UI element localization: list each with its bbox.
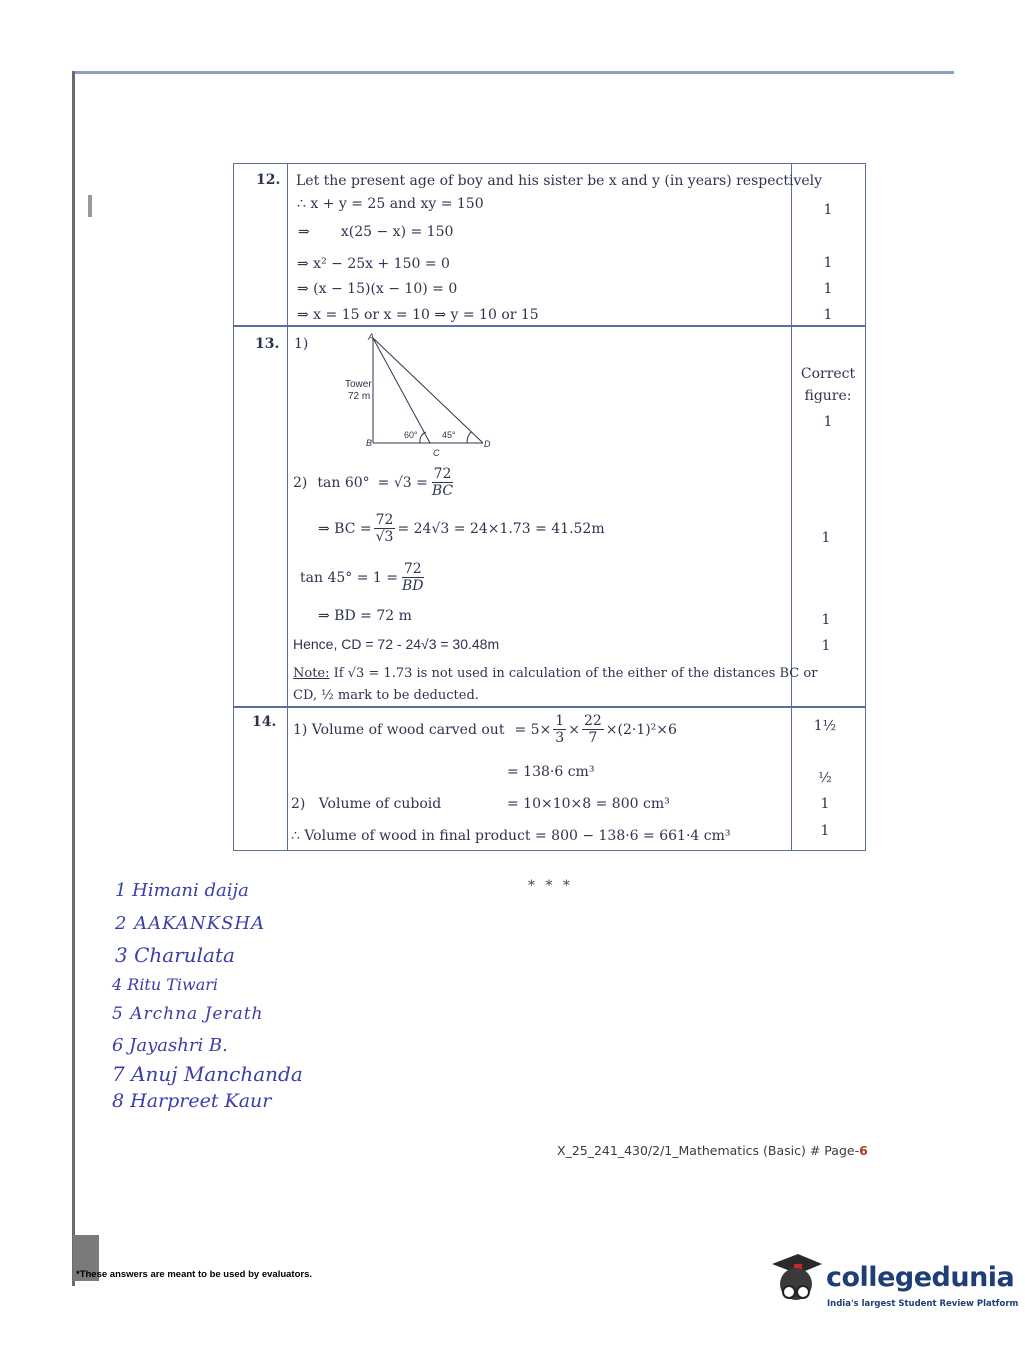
table-border [233,163,866,164]
mark: 1 [820,823,830,839]
mark: 1 [823,307,833,323]
figure-label: 45° [442,430,456,440]
figure-label: D [484,439,491,449]
equation-text: tan 45° = 1 = [300,569,398,586]
mark: ½ [818,770,832,786]
mark: 1 [821,530,831,546]
signature-line: 1 Himani daija [115,880,249,901]
brand-name: collegedunia [826,1262,1015,1293]
question-number: 14. [252,714,277,730]
figure-label: A [368,332,375,342]
answer-line: ⇒ x² − 25x + 150 = 0 [297,256,450,272]
note-label: Note: [293,666,330,681]
signature-line: 6 Jayashri B. [112,1035,228,1056]
signature-line: 5 Archna Jerath [112,1004,264,1024]
answer-line: ∴ x + y = 25 and xy = 150 [297,196,484,212]
equation-text: ×(2·1)²×6 [605,721,677,738]
page-footer [557,1143,868,1158]
fraction: $\frac{1}{3}$ [555,713,565,746]
footer-code: X_25_241_430/2/1_Mathematics (Basic) # Page- [557,1143,860,1158]
scan-mark [88,195,92,217]
mark-label: figure: [804,388,852,404]
figure-label: C [433,448,440,458]
row-divider [233,325,866,327]
answer-line: ⇒ (x − 15)(x − 10) = 0 [297,281,458,297]
figure-label: B [366,438,373,448]
mark: 1 [823,255,833,271]
table-border [865,163,866,851]
table-border [233,850,866,851]
equation-text: = 24√3 = 24×1.73 = 41.52m [397,520,605,537]
equation: = 10×10×8 = 800 cm³ [507,796,670,812]
page-left-edge [72,71,75,1286]
question-number: 13. [255,336,280,352]
equation: 2) Volume of cuboid [291,796,442,812]
fraction: $\frac{72}{√3}$ [375,512,394,545]
table-border [791,163,792,851]
table-border [233,163,234,851]
equation-text: 1) Volume of wood carved out [293,721,505,738]
evaluator-note: *These answers are meant to be used by evaluators. [76,1269,313,1280]
answer-line: ⇒ x = 15 or x = 10 ⇒ y = 10 or 15 [297,307,539,323]
equation: Hence, CD = 72 - 24√3 = 30.48m [293,636,500,652]
mark: 1 [823,281,833,297]
signature-line: 4 Ritu Tiwari [112,975,219,994]
table-border [287,163,288,851]
signature-line: 2 AAKANKSHA [115,913,266,934]
equation [318,512,605,545]
collegedunia-logo-icon [766,1250,826,1310]
answer-line: ⇒ x(25 − x) = 150 [298,224,454,240]
equation: ⇒ BD = 72 m [318,608,412,624]
equation: = 138·6 cm³ [507,764,595,780]
signature-line: 7 Anuj Manchanda [112,1062,303,1086]
mark: 1 [823,414,833,430]
row-divider [233,706,866,708]
equation [293,466,457,499]
mark: 1½ [813,718,837,734]
equation-text: = 5× [514,721,552,738]
end-separator: * * * [528,878,573,894]
mark: 1 [821,638,831,654]
equation-text: = √3 = [377,474,428,491]
part-label: 2) [293,474,308,491]
page-number: 6 [859,1143,868,1158]
note-text: If √3 = 1.73 is not used in calculation of the either of the distances BC or [333,666,818,681]
fraction: $\frac{72}{BD}$ [401,561,424,594]
note-text: CD, ½ mark to be deducted. [293,688,479,703]
page-top-edge [72,71,954,74]
figure-label: 72 m [348,391,371,402]
signature-line: 8 Harpreet Kaur [112,1090,272,1112]
figure-label: Tower [345,379,372,390]
equation-text: tan 60° [317,474,370,491]
equation-text: ⇒ BC = [318,520,372,537]
equation-text: × [568,721,580,738]
fraction: $\frac{22}{7}$ [583,713,602,746]
mark-label: Correct [800,366,856,382]
equation [293,713,677,746]
mark: 1 [820,796,830,812]
figure-label: 60° [404,430,418,440]
question-number: 12. [256,172,281,188]
part-label: 1) [294,336,309,352]
signature-line: 3 Charulata [115,943,235,967]
fraction: $\frac{72}{BC}$ [431,466,454,499]
equation: ∴ Volume of wood in final product = 800 − 138·6 = 661·4 cm³ [291,828,731,844]
mark: 1 [821,612,831,628]
mark: 1 [823,202,833,218]
equation [300,561,428,594]
answer-line: Let the present age of boy and his sister be x and y (in years) respectively [296,173,823,189]
note [293,666,817,681]
brand-tagline: India's largest Student Review Platform [827,1299,1019,1309]
